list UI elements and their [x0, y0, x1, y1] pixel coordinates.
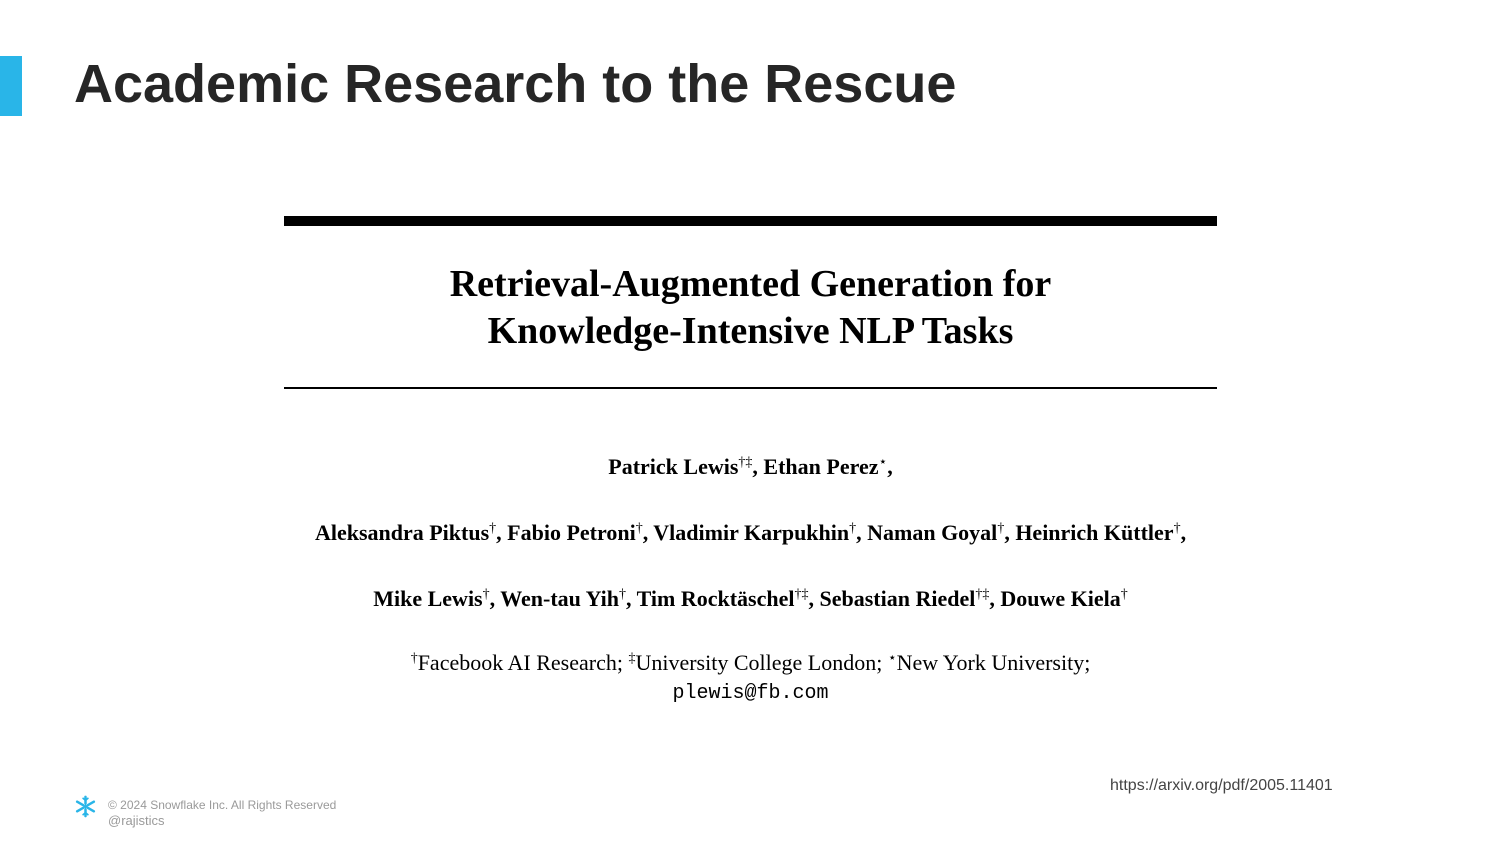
author-name: Patrick Lewis [608, 454, 739, 479]
author-affiliation-mark: † [1173, 521, 1181, 536]
author-separator: , [856, 520, 868, 545]
author-name: Aleksandra Piktus [314, 520, 490, 545]
affiliation-name: New York University; [896, 650, 1091, 675]
author-separator: , [496, 520, 508, 545]
paper-title [284, 261, 1217, 355]
author-name: Mike Lewis [373, 586, 483, 611]
author-line-1 [244, 453, 1257, 481]
author-affiliation-mark: † [489, 521, 497, 536]
author-name: Douwe Kiela [1000, 586, 1121, 611]
paper-title-line-1: Retrieval-Augmented Generation for [449, 263, 1052, 305]
slide-title: Academic Research to the Rescue [74, 54, 957, 114]
author-separator: , [1004, 520, 1016, 545]
author-affiliation-mark: †‡ [975, 587, 990, 602]
copyright-text: © 2024 Snowflake Inc. All Rights Reserved [108, 798, 337, 812]
author-affiliation-mark: † [849, 521, 857, 536]
paper-title-line-2: Knowledge-Intensive NLP Tasks [487, 310, 1014, 352]
author-affiliation-mark: † [619, 587, 627, 602]
author-affiliation-mark: † [482, 587, 490, 602]
author-name: Vladimir Karpukhin [653, 520, 850, 545]
author-line-2 [244, 519, 1257, 547]
affiliations-line [284, 649, 1217, 677]
title-accent-bar [0, 56, 22, 116]
author-name: Sebastian Riedel [819, 586, 976, 611]
affiliation-name: University College London; [635, 650, 883, 675]
source-url: https://arxiv.org/pdf/2005.11401 [1110, 777, 1333, 794]
author-separator: , [989, 586, 1001, 611]
author-affiliation-mark: †‡ [794, 587, 809, 602]
author-handle: @rajistics [108, 813, 165, 828]
author-name: Ethan Perez [763, 454, 879, 479]
snowflake-icon [74, 795, 97, 818]
author-name: Wen-tau Yih [500, 586, 620, 611]
author-affiliation-mark: † [635, 521, 643, 536]
author-separator: , [752, 454, 764, 479]
affiliation-mark: † [410, 651, 418, 666]
paper-title-rule [284, 387, 1217, 389]
author-separator: , [808, 586, 820, 611]
author-email: plewis@fb.com [672, 682, 829, 705]
author-separator: , [642, 520, 654, 545]
author-line-3 [244, 585, 1257, 613]
author-name: Tim Rocktäschel [636, 586, 795, 611]
author-affiliation-mark: †‡ [738, 455, 753, 470]
author-name: Heinrich Küttler [1015, 520, 1174, 545]
author-affiliation-mark: † [997, 521, 1005, 536]
author-name: Naman Goyal [867, 520, 998, 545]
affiliation-name: Facebook AI Research; [417, 650, 623, 675]
author-name: Fabio Petroni [507, 520, 636, 545]
author-separator: , [887, 454, 893, 479]
author-separator: , [1180, 520, 1187, 545]
paper-top-rule [284, 216, 1217, 226]
author-separator: , [626, 586, 637, 611]
author-affiliation-mark: ⋆ [878, 455, 888, 470]
paper-header-excerpt [284, 216, 1217, 716]
affiliation-mark: ‡ [628, 651, 636, 666]
author-separator: , [489, 586, 501, 611]
author-affiliation-mark: † [1120, 587, 1128, 602]
affiliation-mark: ⋆ [887, 651, 897, 666]
